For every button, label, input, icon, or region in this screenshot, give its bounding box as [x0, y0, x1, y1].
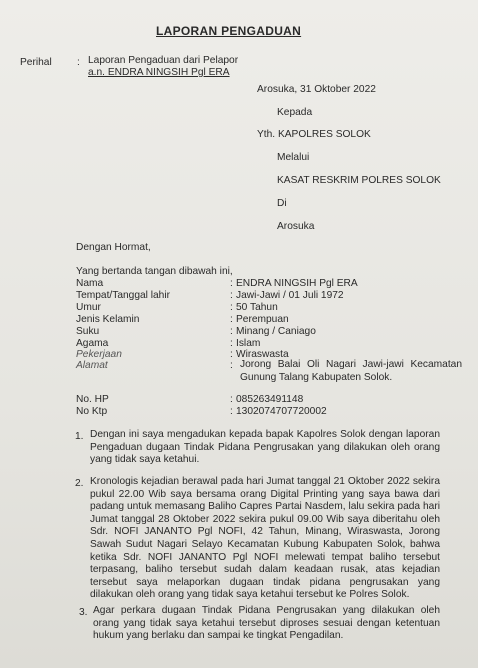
intro-line: Yang bertanda tangan dibawah ini, — [76, 266, 233, 277]
identity-label-agama: Agama — [76, 338, 109, 349]
identity-value-jenis-kelamin: Perempuan — [236, 314, 289, 325]
identity-value-suku: Minang / Caniago — [236, 326, 316, 337]
identity-value-hp: 085263491148 — [236, 394, 304, 405]
identity-label-jenis-kelamin: Jenis Kelamin — [76, 314, 140, 325]
identity-label-umur: Umur — [76, 302, 101, 313]
identity-colon: : — [230, 278, 233, 289]
recipient-yth: Yth. KAPOLRES SOLOK — [257, 129, 371, 140]
identity-value-umur: 50 Tahun — [236, 302, 278, 313]
identity-label-alamat: Alamat — [76, 360, 108, 371]
point-number: 2. — [75, 478, 84, 489]
identity-colon: : — [230, 406, 233, 417]
identity-colon: : — [230, 302, 233, 313]
recipient-melalui: Melalui — [277, 152, 310, 163]
identity-value-ktp: 1302074707720002 — [236, 406, 327, 417]
identity-colon: : — [230, 349, 233, 360]
place-date: Arosuka, 31 Oktober 2022 — [257, 84, 376, 95]
identity-colon: : — [230, 394, 233, 405]
identity-label-pekerjaan: Pekerjaan — [76, 349, 122, 360]
recipient-kepada: Kepada — [277, 107, 313, 118]
point-text-2: Kronologis kejadian berawal pada hari Jumat tanggal 21 Oktober 2022 sekira pukul 22.00 Wib saya bersama orang Digital Printing yang saya bawa dari padang untuk memasang Baliho Capres Partai Nasdem, lalu sekira pada hari Jumat tanggal 28 Oktober 2022 sekira pukul 09.00 Wib saya diberitahu oleh Sdr. NOFI JANANTO Pgl NOFI, 42 Tahun, Minang, Wiraswasta, Jorong Sawah Sudut Nagari Selayo Kecamatan Kubung Kabupaten Solok, bahwa ketika Sdr. NOFI JANANTO Pgl NOFI melewati tempat baliho tersebut terpasang, baliho tersebut sudah dalam keadaan rusak, atas kejadian tersebut saya melaporkan dugaan tindak pidana pengrusakan yang dilakukan oleh orang yang tidak saya ketahui tersebut ke Polres Solok. — [90, 476, 440, 601]
identity-label-ttl: Tempat/Tanggal lahir — [76, 290, 171, 301]
greeting: Dengan Hormat, — [76, 242, 151, 253]
identity-label-ktp: No Ktp — [76, 406, 108, 417]
perihal-line-1: Laporan Pengaduan dari Pelapor — [88, 55, 239, 66]
recipient-kasat: KASAT RESKRIM POLRES SOLOK — [277, 175, 441, 186]
identity-colon: : — [230, 326, 233, 337]
document-title: LAPORAN PENGADUAN — [156, 24, 302, 38]
identity-label-suku: Suku — [76, 326, 100, 337]
perihal-colon: : — [77, 57, 80, 68]
point-text-3: Agar perkara dugaan Tindak Pidana Pengrusakan yang dilakukan oleh orang yang tidak saya ketahui tersebut diproses sesuai dengan ketentuan hukum yang berlaku dan sampai ke tingkat Pengadilan. — [93, 605, 440, 642]
identity-label-nama: Nama — [76, 278, 104, 289]
point-text-1: Dengan ini saya mengadukan kepada bapak Kapolres Solok dengan laporan Pengaduan dugaan Tindak Pidana Pengrusakan yang dilakukan oleh orang yang tidak saya ketahui. — [90, 429, 440, 466]
identity-label-hp: No. HP — [76, 394, 109, 405]
identity-colon: : — [230, 338, 233, 349]
recipient-place: Arosuka — [277, 221, 315, 232]
perihal-label: Perihal — [20, 57, 52, 68]
point-number: 1. — [75, 431, 84, 442]
perihal-line-2: a.n. ENDRA NINGSIH Pgl ERA — [88, 67, 230, 78]
point-number: 3. — [79, 607, 88, 618]
identity-value-alamat: Jorong Balai Oli Nagari Jawi-jawi Kecamatan Gunung Talang Kabupaten Solok. — [240, 359, 462, 383]
identity-value-pekerjaan: Wiraswasta — [236, 349, 289, 360]
identity-value-ttl: Jawi-Jawi / 01 Juli 1972 — [236, 290, 344, 301]
identity-value-nama: ENDRA NINGSIH Pgl ERA — [236, 278, 358, 289]
identity-value-agama: Islam — [236, 338, 261, 349]
recipient-di: Di — [277, 198, 287, 209]
identity-colon: : — [230, 314, 233, 325]
identity-colon: : — [230, 290, 233, 301]
identity-colon: : — [230, 360, 233, 371]
